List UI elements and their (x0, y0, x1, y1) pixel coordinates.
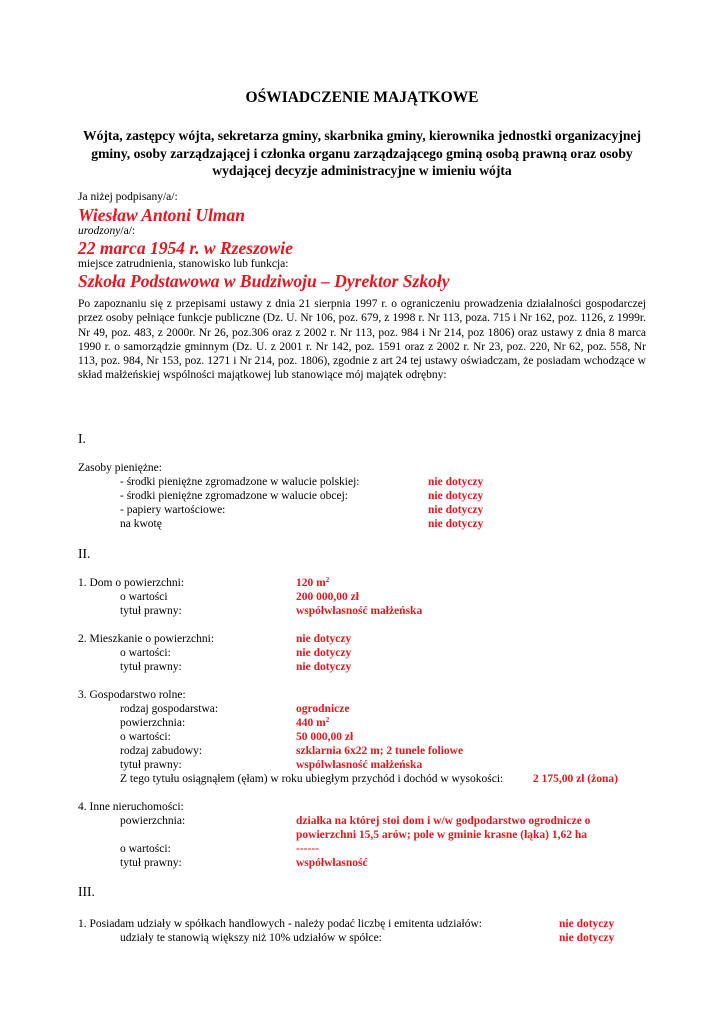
flat-title: nie dotyczy (296, 661, 352, 673)
born-label-italic: urodzony (78, 225, 121, 237)
farm-area (296, 716, 329, 730)
farm-label: 3. Gospodarstwo rolne: (78, 689, 186, 701)
farm-income: 2 175,00 zł (żona) (533, 773, 618, 785)
flat-label: 2. Mieszkanie o powierzchni: (78, 633, 215, 645)
farm-area-value: 440 m (296, 717, 326, 729)
house-value: 200 000,00 zł (296, 591, 359, 603)
cash-row-label: - papiery wartościowe: (120, 504, 226, 516)
shares-percent-value: nie dotyczy (559, 932, 615, 944)
other-area-line2: powierzchni 15,5 arów; pole w gminie krasne (łąka) 1,62 ha (296, 829, 588, 841)
person-name: Wiesław Antoni Ulman (78, 205, 245, 225)
house-title-label: tytuł prawny: (120, 605, 182, 617)
flat-value: nie dotyczy (296, 647, 352, 659)
farm-type: ogrodnicze (296, 703, 350, 715)
farm-title-label: tytuł prawny: (120, 759, 182, 771)
house-label: 1. Dom o powierzchni: (78, 577, 185, 589)
cash-label: Zasoby pieniężne: (78, 462, 162, 474)
cash-row-value: nie dotyczy (428, 476, 484, 488)
born-label (78, 224, 135, 238)
document-title: OŚWIADCZENIE MAJĄTKOWE (245, 89, 479, 106)
house-area (296, 576, 329, 590)
flat-area: nie dotyczy (296, 633, 352, 645)
other-value: ------ (296, 843, 319, 855)
shares-value: nie dotyczy (559, 918, 615, 930)
birth-info: 22 marca 1954 r. w Rzeszowie (78, 238, 293, 258)
cash-row-label: - środki pieniężne zgromadzone w walucie polskiej: (120, 476, 360, 488)
intro-paragraph: Po zapoznaniu się z przepisami ustawy z dnia 21 sierpnia 1997 r. o ograniczeniu prowadzenia działalności gospodarczej przez osoby pełniące funkcje publiczne (Dz. U. Nr 106, poz. 679, z 1998 r. Nr 113, poza. 715 i Nr 162, poz. 1126, z 1999r. Nr 49, poz. 483, z 2000r. Nr 26, poz.306 oraz z 2002 r. Nr 113, poz. 984 i Nr 214, poz 1806) oraz ustawy z dnia 8 marca 1990 r. o samorządzie gminnym (Dz. U. z 2001 r. Nr 142, poz. 1591 oraz z 2002 r. Nr 23, poz. 220, Nr 62, poz. 558, Nr 113, poz. 984, Nr 153, poz. 1271 i Nr 214, poz. 1806), zgodnie z art 24 tej ustawy oświadczam, że posiadam wchodzące w skład małżeńskiej wspólności majątkowej lub stanowiące mój majątek odrębny: (78, 298, 646, 382)
farm-building-label: rodzaj zabudowy: (120, 745, 203, 757)
signed-label: Ja niżej podpisany/a/: (78, 191, 178, 203)
cash-row-value: nie dotyczy (428, 490, 484, 502)
cash-row-value: nie dotyczy (428, 504, 484, 516)
farm-building: szklarnia 6x22 m; 2 tunele foliowe (296, 745, 464, 757)
house-area-sup: 2 (325, 576, 330, 584)
other-area-label: powierzchnia: (120, 815, 186, 827)
other-value-label: o wartości: (120, 843, 171, 855)
flat-title-label: tytuł prawny: (120, 661, 182, 673)
farm-value-label: o wartości: (120, 731, 171, 743)
workplace-value: Szkoła Podstawowa w Budziwoju – Dyrektor Szkoły (78, 271, 450, 291)
farm-title: wspólwłasność małżeńska (296, 759, 423, 771)
house-area-value: 120 m (296, 577, 326, 589)
farm-type-label: rodzaj gospodarstwa: (120, 703, 219, 715)
farm-value: 50 000,00 zł (296, 731, 354, 743)
born-label-rest: /a/: (120, 225, 136, 237)
other-area-line1: działka na której stoi dom i w/w godpodarstwo ogrodnicze o (296, 815, 591, 827)
workplace-label: miejsce zatrudnienia, stanowisko lub funkcja: (78, 258, 289, 270)
section-3-heading: III. (78, 884, 95, 899)
farm-area-label: powierzchnia: (120, 717, 186, 729)
house-value-label: o wartości (120, 591, 168, 603)
cash-row-label: na kwotę (120, 518, 162, 530)
other-title-label: tytuł prawny: (120, 857, 182, 869)
cash-row-label: - środki pieniężne zgromadzone w walucie obcej: (120, 490, 348, 502)
section-2-heading: II. (78, 546, 91, 561)
section-1-heading: I. (78, 431, 86, 446)
flat-value-label: o wartości: (120, 647, 171, 659)
house-title: współwłasność małżeńska (296, 605, 423, 617)
cash-row-value: nie dotyczy (428, 518, 484, 530)
farm-area-sup: 2 (325, 716, 330, 724)
shares-label: 1. Posiadam udziały w spółkach handlowych - należy podać liczbę i emitenta udziałów: (78, 918, 482, 930)
other-property-label: 4. Inne nieruchomości: (78, 801, 184, 813)
document-subtitle: Wójta, zastępcy wójta, sekretarza gminy, skarbnika gminy, kierownika jednostki organizacyjnej gminy, osoby zarządzającej i członka organu zarządzającego gminą osobą prawną oraz osoby wydającej decyzje administracyjne w imieniu wójta (83, 128, 641, 178)
farm-income-label: Z tego tytułu osiągnąłem (ęłam) w roku ubiegłym przychód i dochód w wysokości: (120, 773, 504, 785)
shares-percent-label: udziały te stanowią większy niż 10% udziałów w spółce: (120, 932, 382, 944)
other-title: współwłasność (296, 857, 368, 869)
